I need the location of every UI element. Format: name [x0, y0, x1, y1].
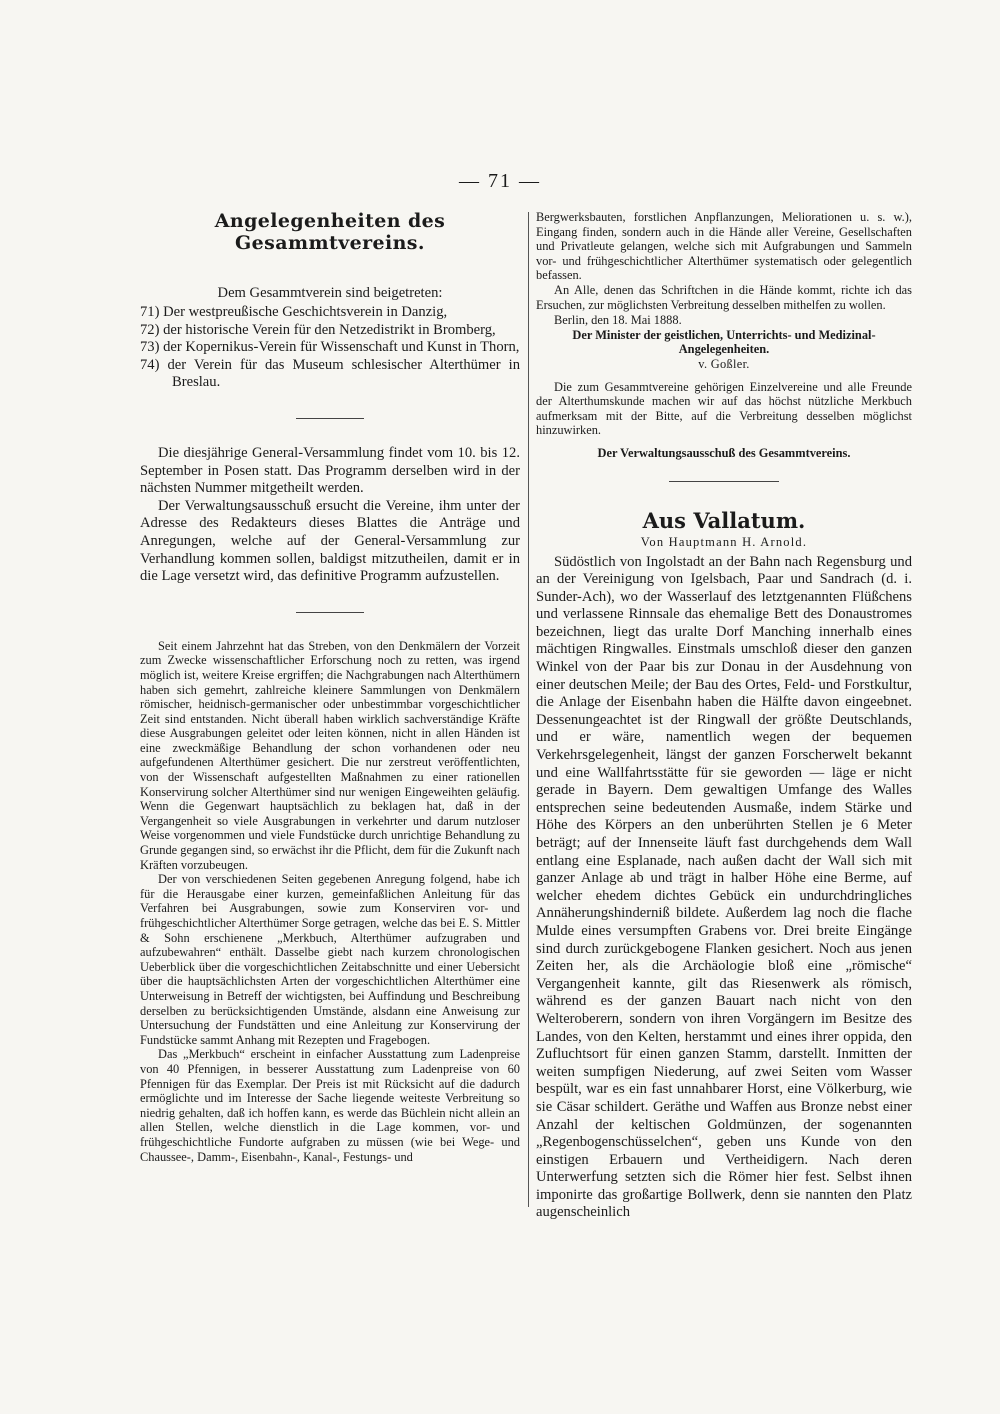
left-column [140, 210, 520, 1210]
column-rule [528, 212, 529, 1207]
divider [669, 481, 779, 482]
member-item: 73) der Kopernikus-Verein für Wissenschaft und Kunst in Thorn, [140, 339, 520, 356]
member-list [140, 304, 520, 392]
members-intro: Dem Gesammtverein sind beigetreten: [217, 285, 443, 301]
divider [296, 612, 364, 613]
merkbuch-paragraph-1: Seit einem Jahrzehnt hat das Streben, von den Denkmälern der Vorzeit zum Zwecke wissenschaftlicher Erforschung noch zu retten, was irgend möglich ist, weitere Kreise ergriffen; die Nachgrabungen nach Alterthümern haben sich gemehrt, zahlreiche kleinere Sammlungen von Denkmälern römischer, heidnisch-germanischer oder unbestimmbar vorgeschichtlicher Zeit sind entstanden. Nicht überall haben wirklich sachverständige Kräfte diese Ausgrabungen geleitet oder leiten können, nicht in allen Händen ist eine zweckmäßige Behandlung der schon vorhandenen oder neu aufgefundenen Alterthümer gesichert. Die nur zerstreut veröffentlichten, von der Wissenschaft aufgestellten Maßnahmen zu einer rationellen Konservirung solcher Alterthümer sind nur wenigen Eingeweihten geläufig. Wenn die Gegenwart hauptsächlich zu beklagen hat, daß in der Vergangenheit so viele Ausgrabungen in verkehrter und darum nutzloser Weise vorgenommen und viele Fundstücke durch unrichtige Behandlung zu Grunde gegangen sind, so erwächst ihr die Pflicht, dem für die Zukunft nach Kräften vorzubeugen. [140, 638, 520, 872]
member-item: 71) Der westpreußische Geschichtsverein in Danzig, [140, 304, 448, 320]
committee-signature: Der Verwaltungsausschuß des Gesammtvereins. [597, 445, 851, 460]
merkbuch-continuation: Bergwerksbauten, forstlichen Anpflanzungen, Meliorationen u. s. w.), Eingang finden, sondern auch in die Hände aller Vereine, Gesellschaften und Privatleute gelangen, welche sich mit Aufgrabungen und Sammeln vor- und frühgeschichtlicher Alterthümer systematisch oder gelegentlich befassen. [536, 210, 912, 283]
member-item: 72) der historische Verein für den Netzedistrikt in Bromberg, [140, 321, 496, 338]
merkbuch-request: An Alle, denen das Schriftchen in die Hände kommt, richte ich das Ersuchen, zur möglichsten Verbreitung desselben mithelfen zu wollen. [536, 282, 912, 312]
minister-title: Der Minister der geistlichen, Unterrichts- und Medizinal-Angelegenheiten. [572, 327, 876, 357]
member-item: 74) der Verein für das Museum schlesischer Alterthümer in Breslau. [140, 356, 520, 391]
committee-paragraph: Der Verwaltungsausschuß ersucht die Vereine, ihm unter der Adresse des Redakteurs dieses Blattes die Anträge und Anregungen, welche auf der General-Versammlung zur Verhandlung kommen sollen, baldigst mitzutheilen, damit er in die Lage versetzt wird, das definitive Programm aufzustellen. [140, 497, 520, 585]
article-body: Südöstlich von Ingolstadt an der Bahn nach Regensburg und an der Vereinigung von Igelsbach, Paar und Sandrach (d. i. Sunder-Ach), wo der Wasserlauf des letztgenannten Flüßchens und verlassene Rinnsale das ehemalige Bett des Donaustromes bezeichnen, liegt das uralte Dorf Manching innerhalb eines mächtigen Ringwalles. Einstmals umschloß dieser den ganzen Winkel von der Paar bis zur Donau in der Ausdehnung von einer deutschen Meile; der Bau des Ortes, Feld- und Forstkultur, die Anlage der Eisenbahn haben die Hälfte davon eingeebnet. Dessenungeachtet ist der Ringwall der größte Deutschlands, und er wäre, namentlich wegen der bequemen Verkehrsgelegenheit, längst der ganzen Forscherwelt bekannt und eine Wallfahrtsstätte für sie geworden — läge er nicht gerade in Bayern. Dem gewaltigen Umfange des Walles entsprechen seine bedeutenden Ausmaße, indem Stärke und Höhe des Körpers an den unberührten Stellen je 6 Meter beträgt; auf der Innenseite läuft fast durchgehends dem Wall entlang eine Esplanade, nach außen dacht der Wall sich mit ganzer Anlage ab und trägt in halber Höhe eine Berme, auf welcher ehedem dichtes Gebück ein undurchdringliches Annäherungshinderniß bildete. Außerdem lag noch die flache Mulde eines versumpften Grabens vor. Drei breite Eingänge sind durch zurückgebogene Flanken gesichert. Noch aus jenen Zeiten her, als die Archäologie bloß eine „römische“ Vergangenheit kannte, gilt das Riesenwerk als römisch, während es der ganzen Bauart nach nicht von den Welteroberern, sondern von ihren Vorgängern im Besitze des Landes, von den Kelten, herstammt und eines ihrer oppida, den Zufluchtsort für einen ganzen Stamm, darstellt. Inmitten der weiten sumpfigen Niederung, auf zwei Seiten vom Wasser bespült, war es ein fast unnahbarer Horst, eine Völkerburg, wie sie Cäsar schildert. Geräthe und Waffen aus Bronze nebst einer Anzahl der keltischen Goldmünzen, der sogenannten „Regenbogenschüsselchen“, geben uns Kunde von den einstigen Erbauern und Vertheidigern. Nach deren Unterwerfung setzten sich die Römer hier fest. Selbst ihnen imponirte das großartige Bollwerk, denn sie nannten den Platz augenscheinlich [536, 553, 912, 1221]
article-title: Aus Vallatum. [642, 507, 806, 533]
recommendation-paragraph: Die zum Gesammtvereine gehörigen Einzelvereine und alle Freunde der Alterthumskunde machen wir auf das höchst nützliche Merkbuch aufmerksam mit der Bitte, auf die Verbreitung desselben möglichst hinzuwirken. [536, 379, 912, 438]
article-byline: Von Hauptmann H. Arnold. [640, 534, 808, 549]
right-column [536, 210, 912, 1221]
page-number: — 71 — [459, 170, 541, 192]
divider [296, 418, 364, 419]
section-title: Angelegenheiten des Gesammtvereins. [214, 210, 446, 254]
merkbuch-paragraph-3: Das „Merkbuch“ erscheint in einfacher Ausstattung zum Ladenpreise von 40 Pfennigen, in besserer Ausstattung zum Ladenpreise von 60 Pfennigen für das Exemplar. Der Preis ist mit Rücksicht auf die dadurch ermöglichte und im Interesse der Sache liegende weiteste Verbreitung so niedrig gehalten, daß ich hoffen kann, es werde das Büchlein nicht allein an allen Stellen, welche dienstlich in die Lage kommen, vor- und frühgeschichtliche Fundorte aufgraben zu müssen (wie bei Wege- und Chaussee-, Damm-, Eisenbahn-, Kanal-, Festungs- und [140, 1047, 520, 1164]
date-line: Berlin, den 18. Mai 1888. [554, 313, 682, 328]
merkbuch-paragraph-2: Der von verschiedenen Seiten gegebenen Anregung folgend, habe ich für die Herausgabe einer kurzen, gemeinfaßlichen Anleitung für das Verfahren bei Ausgrabungen, sowie zum Konserviren vor- und frühgeschichtlicher Alterthümer Sorge getragen, welche das bei E. S. Mittler & Sohn erschienene „Merkbuch, Alterthümer aufzugraben und aufzubewahren“ enthält. Dasselbe giebt nach kurzem chronologischen Ueberblick über die vorgeschichtlichen Zeitabschnitte und einer Uebersicht über die hauptsächlichsten Arten der vorgeschichtlichen Alterthümer eine Unterweisung in Betreff der wichtigsten, bei Auffindung und Beschreibung derselben zu berücksichtigenden Umstände, alsdann eine Anweisung zur Untersuchung der Fundstätten und eine Anleitung zur Konservirung der Fundstücke sammt Anhang mit Rezepten und Fragebogen. [140, 872, 520, 1047]
minister-name: v. Goßler. [698, 356, 750, 371]
assembly-paragraph: Die diesjährige General-Versammlung findet vom 10. bis 12. September in Posen statt. Das Programm derselben wird in der nächsten Nummer mitgetheilt werden. [140, 444, 520, 497]
